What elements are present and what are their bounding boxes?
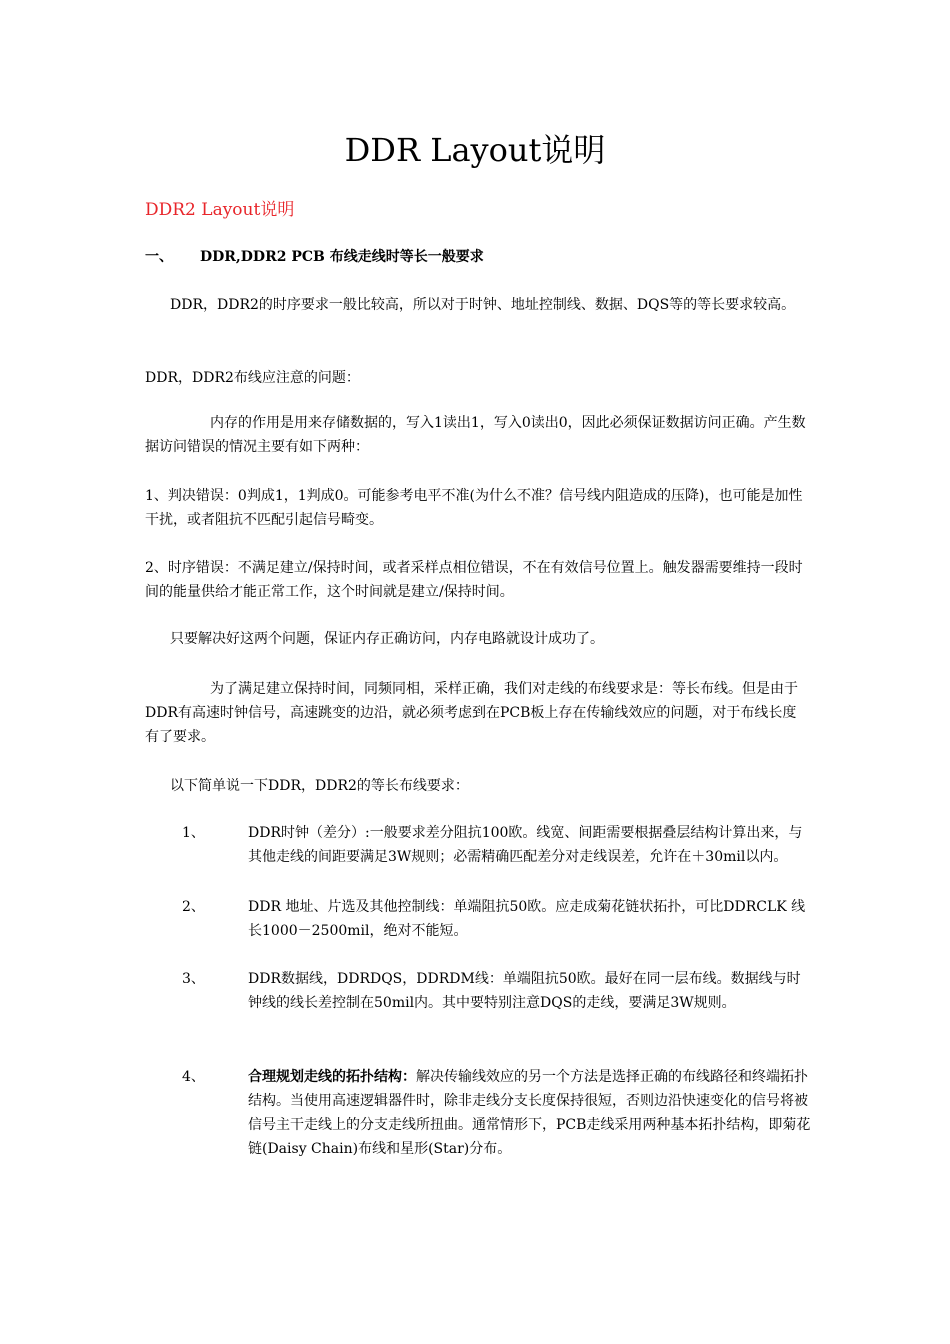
list-item-body: 解决传输线效应的另一个方法是选择正确的布线路径和终端拓扑结构。当使用高速逻辑器件时，除非走线分支长度保持很短，否则边沿快速变化的信号将被信号主干走线上的分支走线所扭曲。通常情形下，PCB走线采用两种基本拓扑结构，即菊花链(Daisy Chain)布线和星形(Star)分布。 [248, 1069, 811, 1157]
paragraph-5: 2、时序错误：不满足建立/保持时间，或者采样点相位错误，不在有效信号位置上。触发器需要维持一段时间的能量供给才能正常工作，这个时间就是建立/保持时间。 [145, 560, 803, 600]
list-item-text [248, 1065, 813, 1161]
paragraph-7: 为了满足建立保持时间，同频同相，采样正确，我们对走线的布线要求是：等长布线。但是由于DDR有高速时钟信号，高速跳变的边沿，就必须考虑到在PCB板上存在传输线效应的问题，对于布线长度有了要求。 [145, 681, 798, 745]
list-item-number: 2、 [182, 899, 205, 915]
subtitle: DDR2 Layout说明 [145, 200, 295, 220]
paragraph-2: DDR，DDR2布线应注意的问题： [145, 370, 360, 386]
list-item-text: DDR时钟（差分）:一般要求差分阻抗100欧。线宽、间距需要根据叠层结构计算出来，与其他走线的间距要满足3W规则；必需精确匹配差分对走线误差，允许在＋30mil以内。 [248, 825, 803, 865]
page-title: DDR Layout说明 [344, 131, 606, 169]
list-item-text: DDR数据线，DDRDQS，DDRDM线：单端阻抗50欧。最好在同一层布线。数据线与时钟线的线长差控制在50mil内。其中要特别注意DQS的走线，要满足3W规则。 [248, 971, 801, 1011]
paragraph-1: DDR，DDR2的时序要求一般比较高，所以对于时钟、地址控制线、数据、DQS等的等长要求较高。 [170, 297, 796, 313]
paragraph-6: 只要解决好这两个问题，保证内存正确访问，内存电路就设计成功了。 [170, 631, 604, 647]
list-item-text: DDR 地址、片选及其他控制线：单端阻抗50欧。应走成菊花链状拓扑，可比DDRCLK 线长1000－2500mil，绝对不能短。 [248, 899, 806, 939]
list-item-number: 3、 [182, 971, 205, 987]
list-item-number: 4、 [182, 1069, 205, 1085]
paragraph-4: 1、判决错误：0判成1，1判成0。可能参考电平不准(为什么不准？信号线内阻造成的压降)，也可能是加性干扰，或者阻抗不匹配引起信号畸变。 [145, 488, 803, 528]
section-heading [145, 246, 484, 268]
paragraph-3: 内存的作用是用来存储数据的，写入1读出1，写入0读出0，因此必须保证数据访问正确。产生数据访问错误的情况主要有如下两种： [145, 415, 806, 455]
paragraph-8: 以下简单说一下DDR，DDR2的等长布线要求： [170, 778, 469, 794]
list-item-bold-lead: 合理规划走线的拓扑结构： [248, 1069, 416, 1085]
list-item-number: 1、 [182, 825, 205, 841]
section-number: 一、 [145, 249, 173, 265]
section-text: DDR,DDR2 PCB 布线走线时等长一般要求 [200, 249, 484, 265]
